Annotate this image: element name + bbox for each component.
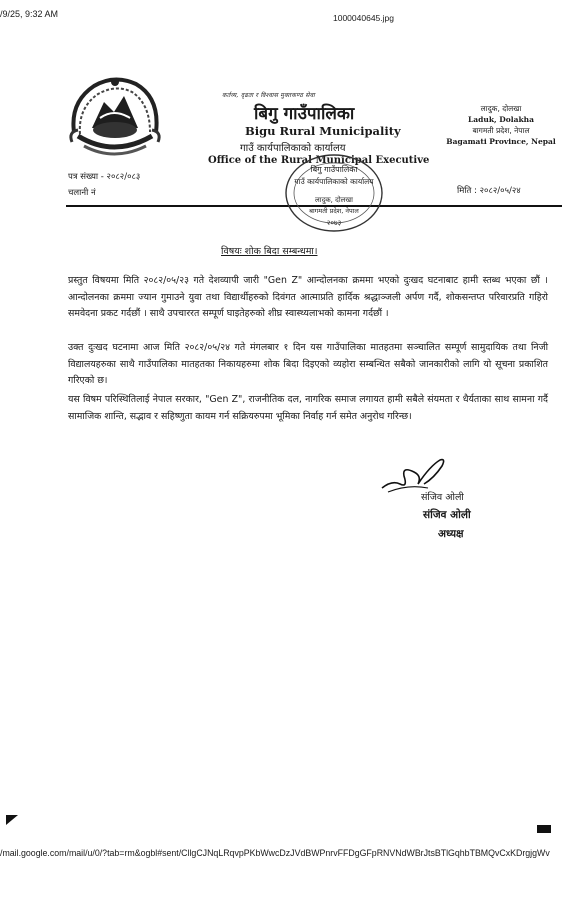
letter-paragraph-2: उक्त दुःखद घटनामा आज मिति २०८२/०५/२४ गते मंगलबार १ दिन यस गाउँपालिका मातहतमा सञ्चालित सम्पूर्ण सामुदायिक तथा निजी विद्यालयहरुका साथै गाउँपालिका मातहतका निकायहरुमा शोक बिदा दिइएको व्यहोरा सम्बन्धित सबैको जानकारीको लागि यो सूचना प्रकाशित गरिएको छ। [68,342,548,386]
stamp-line-5: २०७३ [326,219,342,227]
print-timestamp: /9/25, 9:32 AM [0,9,59,19]
address-nepali-2: बागमती प्रदेश, नेपाल [472,126,530,135]
dispatch-number: चलानी नं [68,188,96,198]
stamp-line-2: गाउँ कार्यपालिकाको कार्यालय [294,177,374,186]
municipality-name-nepali: बिगु गाउँपालिका [254,104,355,124]
print-filename: 1000040645.jpg [333,13,394,23]
address-nepali-1: लादुक, दोलखा [480,104,522,113]
scan-corner-mark-right [537,825,551,833]
print-url: /mail.google.com/mail/u/0/?tab=rm&ogbl#sent/CllgCJNqLRqvpPKbWwcDzJVdBWPnrvFFDgGFpRNVNdWBrJtsBTlGqhbTBMQvCxKDrgjgWv [0,848,550,858]
letter-paragraph-3: यस विषम परिस्थितिलाई नेपाल सरकार, "Gen Z", राजनीतिक दल, नागरिक समाज लगायत हामी सबैले संयमता र धैर्यताका साथ सामना गर्दै सामाजिक शान्ति, सद्भाव र सहिष्णुता कायम गर्न सक्रियरुपमा भूमिका निर्वाह गर्न समेत अनुरोध गरिन्छ। [68,394,548,422]
signatory-stamped-name: संजिव ओली [423,509,471,521]
letter-date: मिति : २०८२/०५/२४ [457,186,521,196]
address-english-2: Bagamati Province, Nepal [446,137,556,146]
letterhead-motto: कर्तव्य, दृढता र विश्वास मुक्तकण्ठ सेवा [222,92,315,99]
letter-subject: विषयः शोक बिदा सम्बन्धमा। [221,246,318,257]
office-name-nepali: गाउँ कार्यपालिकाको कार्यालय [240,143,346,154]
scan-corner-mark-left [6,815,18,825]
stamp-line-4: बागमती प्रदेश, नेपाल [309,207,359,215]
address-english-1: Laduk, Dolakha [468,115,534,124]
municipality-name-english: Bigu Rural Municipality [245,124,401,138]
handwritten-signature [378,454,450,494]
nepal-emblem-logo [64,72,166,166]
reference-number: पत्र संख्या - २०८२/०८३ [68,172,141,182]
stamp-line-1: बिगु गाउँपालिका [310,165,358,174]
letterhead-address [440,103,562,147]
stamp-line-3: लादुक, दोलखा [315,196,353,204]
signatory-name: संजिव ओली [421,492,464,503]
signatory-designation: अध्यक्ष [438,528,464,540]
letter-paragraph-1: प्रस्तुत विषयमा मिति २०८२/०५/२३ गते देशव्यापी जारी "Gen Z" आन्दोलनका क्रममा भएको दुःखद घटनाबाट हामी स्तब्ध भएका छौं । आन्दोलनका क्रममा ज्यान गुमाउने युवा तथा विद्यार्थीहरुको दिवंगत आत्माप्रति हार्दिक श्रद्धाञ्जली अर्पण गर्दै, शोकसन्तप्त परिवारप्रति गहिरो समवेदना प्रकट गर्दछौं । साथै उपचाररत सम्पूर्ण घाइतेहरुको शीघ्र स्वास्थ्यलाभको कामना गर्दछौं । [68,275,548,319]
office-seal-stamp [280,150,388,236]
office-name-english: Office of the Rural Municipal Executive [208,155,430,166]
